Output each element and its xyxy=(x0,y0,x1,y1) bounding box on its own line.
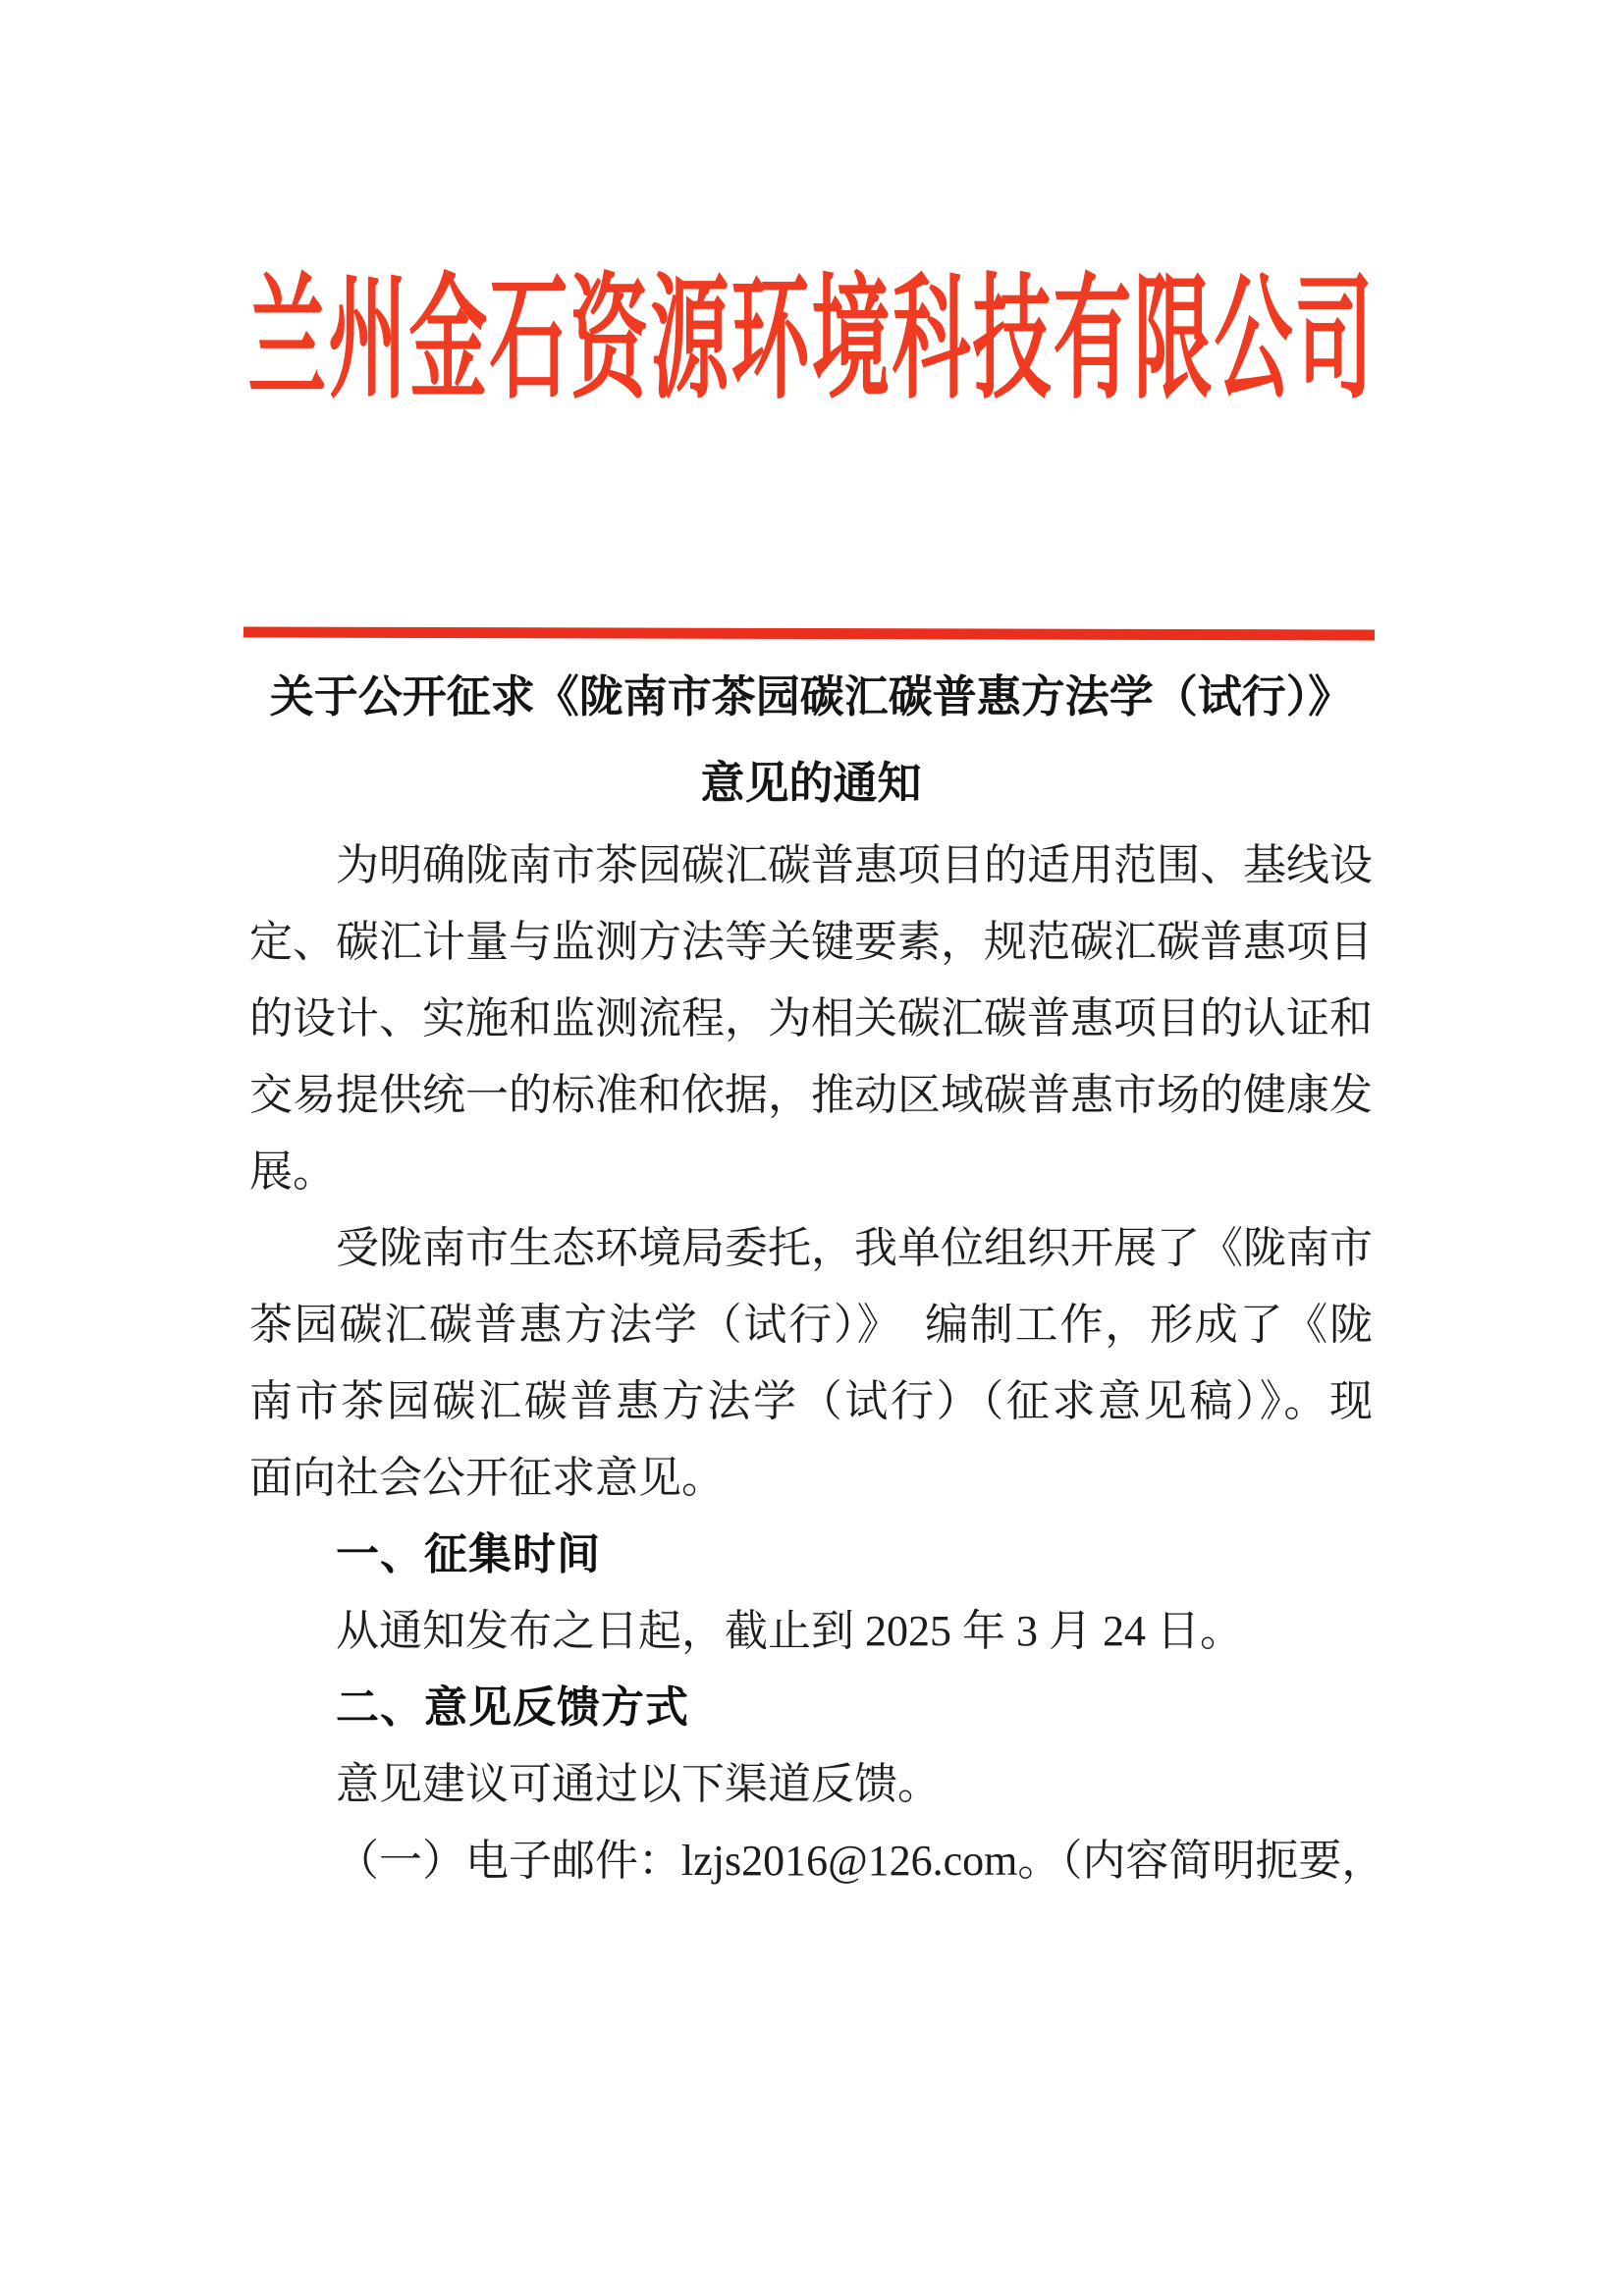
collection-deadline-line: 从通知发布之日起，截止到 2025 年 3 月 24 日。 xyxy=(336,1607,1243,1655)
body-line: 展。 xyxy=(249,1148,336,1196)
body-line: 为明确陇南市茶园碳汇碳普惠项目的适用范围、基线设 xyxy=(336,841,1373,889)
body-line: 面向社会公开征求意见。 xyxy=(249,1454,725,1502)
section-2-heading: 二、意见反馈方式 xyxy=(336,1683,689,1732)
body-line: 受陇南市生态环境局委托，我单位组织开展了《陇南市 xyxy=(336,1224,1373,1272)
feedback-channel-line: 意见建议可通过以下渠道反馈。 xyxy=(336,1760,941,1808)
company-letterhead: 兰州金石资源环境科技有限公司 xyxy=(247,267,1376,416)
body-line: 定、碳汇计量与监测方法等关键要素，规范碳汇碳普惠项目 xyxy=(249,918,1373,966)
section-1-heading: 一、征集时间 xyxy=(336,1530,601,1578)
document-title xyxy=(249,654,1373,827)
body-line: 的设计、实施和监测流程，为相关碳汇碳普惠项目的认证和 xyxy=(249,994,1373,1042)
document-title-line-1: 关于公开征求《陇南市茶园碳汇碳普惠方法学（试行）》 xyxy=(269,672,1353,721)
document-body xyxy=(249,828,1385,1899)
document-title-line-2: 意见的通知 xyxy=(700,759,922,808)
body-line: 南市茶园碳汇碳普惠方法学（试行）（征求意见稿）》。现 xyxy=(249,1377,1373,1425)
body-line: 交易提供统一的标准和依据，推动区域碳普惠市场的健康发 xyxy=(249,1071,1373,1119)
body-line: 茶园碳汇碳普惠方法学（试行）》 编制工作，形成了《陇 xyxy=(249,1301,1373,1349)
email-line: （一）电子邮件：lzjs2016@126.com。（内容简明扼要， xyxy=(336,1837,1385,1885)
letterhead-divider xyxy=(243,626,1375,640)
